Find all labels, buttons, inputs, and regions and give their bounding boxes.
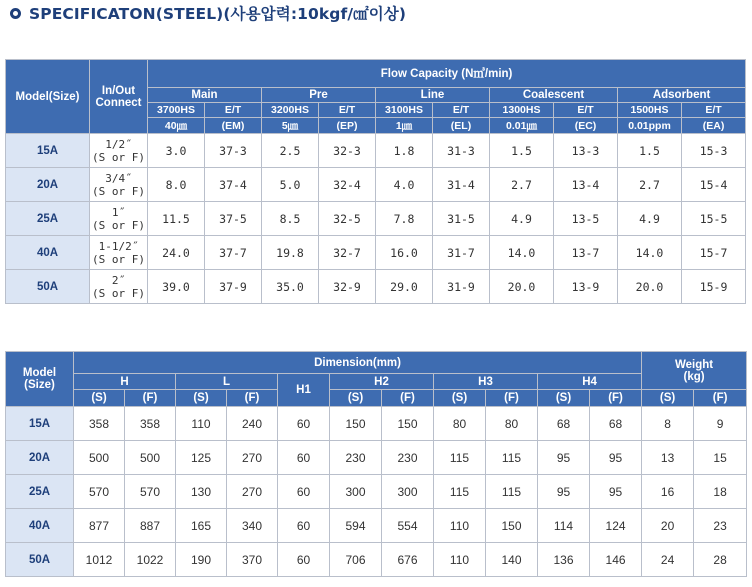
dim-value-cell: 8	[642, 407, 694, 441]
dim-value-cell: 340	[227, 509, 278, 543]
group-coalescent-header: Coalescent	[490, 88, 618, 103]
flow-value-cell: 35.0	[262, 270, 319, 304]
dim-value-cell: 358	[125, 407, 176, 441]
adsorbent-et-code-header: (EA)	[682, 118, 746, 134]
et-code-cell: 37-4	[205, 168, 262, 202]
dim-model-cell: 20A	[6, 441, 74, 475]
spec-model-cell: 25A	[6, 202, 90, 236]
dim-value-cell: 124	[590, 509, 642, 543]
h-s-header: (S)	[74, 390, 125, 407]
flow-value-cell: 19.8	[262, 236, 319, 270]
dim-value-cell: 125	[176, 441, 227, 475]
et-code-cell: 31-5	[433, 202, 490, 236]
l-header: L	[176, 374, 278, 390]
h4-f-header: (F)	[590, 390, 642, 407]
dim-model-cell: 40A	[6, 509, 74, 543]
dim-value-cell: 240	[227, 407, 278, 441]
adsorbent-code-header: 1500HS	[618, 103, 682, 118]
spec-connect-cell	[90, 236, 148, 270]
coalescent-et-code-header: (EC)	[554, 118, 618, 134]
dim-value-cell: 13	[642, 441, 694, 475]
line-code-header: 3100HS	[376, 103, 433, 118]
dim-value-cell: 115	[434, 441, 486, 475]
dim-model-cell: 15A	[6, 407, 74, 441]
dim-value-cell: 110	[176, 407, 227, 441]
connect-size: 1˝	[111, 205, 126, 219]
dim-value-cell: 60	[278, 543, 330, 577]
dimension-table	[5, 351, 747, 577]
pre-et-header: E/T	[319, 103, 376, 118]
flow-value-cell: 2.7	[618, 168, 682, 202]
group-line-header: Line	[376, 88, 490, 103]
dim-value-cell: 570	[74, 475, 125, 509]
dim-row	[6, 407, 747, 441]
dim-value-cell: 136	[538, 543, 590, 577]
dim-value-cell: 80	[486, 407, 538, 441]
h3-s-header: (S)	[434, 390, 486, 407]
flow-value-cell: 14.0	[618, 236, 682, 270]
et-code-cell: 32-5	[319, 202, 376, 236]
pre-rating-header: 5㎛	[262, 118, 319, 134]
dim-value-cell: 114	[538, 509, 590, 543]
dim-value-cell: 358	[74, 407, 125, 441]
et-code-cell: 15-5	[682, 202, 746, 236]
group-main-header: Main	[148, 88, 262, 103]
flow-value-cell: 24.0	[148, 236, 205, 270]
dim-value-cell: 130	[176, 475, 227, 509]
dim-value-cell: 570	[125, 475, 176, 509]
dim-value-cell: 60	[278, 475, 330, 509]
dim-value-cell: 150	[382, 407, 434, 441]
dim-value-cell: 20	[642, 509, 694, 543]
circle-bullet-icon	[10, 8, 21, 19]
spec-row	[6, 134, 746, 168]
coalescent-rating-header: 0.01㎛	[490, 118, 554, 134]
et-code-cell: 31-3	[433, 134, 490, 168]
dim-value-cell: 80	[434, 407, 486, 441]
et-code-cell: 32-7	[319, 236, 376, 270]
dim-value-cell: 24	[642, 543, 694, 577]
dim-value-cell: 877	[74, 509, 125, 543]
connect-size: 2˝	[111, 273, 126, 287]
flow-capacity-body	[6, 134, 746, 304]
dim-value-cell: 115	[486, 475, 538, 509]
spec-connect-cell	[90, 134, 148, 168]
dim-value-cell: 23	[694, 509, 747, 543]
coalescent-code-header: 1300HS	[490, 103, 554, 118]
spec-connect-cell	[90, 168, 148, 202]
flow-value-cell: 2.5	[262, 134, 319, 168]
dim-value-cell: 300	[382, 475, 434, 509]
dim-value-cell: 706	[330, 543, 382, 577]
dim-model-cell: 25A	[6, 475, 74, 509]
connect-type: (S or F)	[92, 252, 145, 266]
flow-value-cell: 20.0	[618, 270, 682, 304]
connect-size: 3/4˝	[105, 171, 132, 185]
spec-row	[6, 236, 746, 270]
dim-value-cell: 676	[382, 543, 434, 577]
dim-value-cell: 190	[176, 543, 227, 577]
spec-row	[6, 202, 746, 236]
spec-model-cell: 40A	[6, 236, 90, 270]
dim-model-cell: 50A	[6, 543, 74, 577]
dim-value-cell: 150	[330, 407, 382, 441]
dim-value-cell: 15	[694, 441, 747, 475]
dim-value-cell: 270	[227, 441, 278, 475]
flow-value-cell: 8.0	[148, 168, 205, 202]
et-code-cell: 31-9	[433, 270, 490, 304]
et-code-cell: 37-7	[205, 236, 262, 270]
page-title: SPECIFICATON(STEEL)(사용압력:10kgf/㎠이상)	[29, 5, 407, 23]
dim-value-cell: 60	[278, 509, 330, 543]
weight-f-header: (F)	[694, 390, 747, 407]
flow-value-cell: 29.0	[376, 270, 433, 304]
dim-value-cell: 95	[590, 475, 642, 509]
connect-type: (S or F)	[92, 218, 145, 232]
dim-value-cell: 68	[590, 407, 642, 441]
dim-value-cell: 60	[278, 441, 330, 475]
et-code-cell: 31-4	[433, 168, 490, 202]
h-f-header: (F)	[125, 390, 176, 407]
group-pre-header: Pre	[262, 88, 376, 103]
l-f-header: (F)	[227, 390, 278, 407]
connect-type: (S or F)	[92, 150, 145, 164]
dim-value-cell: 887	[125, 509, 176, 543]
spec-model-cell: 15A	[6, 134, 90, 168]
et-code-cell: 37-5	[205, 202, 262, 236]
model-size-header: Model(Size)	[6, 60, 90, 134]
main-rating-header: 40㎛	[148, 118, 205, 134]
dim-value-cell: 60	[278, 407, 330, 441]
dimension-header: Dimension(mm)	[74, 352, 642, 374]
dim-model-header	[6, 352, 74, 407]
h-header: H	[74, 374, 176, 390]
et-code-cell: 32-3	[319, 134, 376, 168]
flow-value-cell: 1.8	[376, 134, 433, 168]
weight-header	[642, 352, 747, 390]
et-code-cell: 31-7	[433, 236, 490, 270]
inout-connect-header: In/Out Connect	[90, 60, 148, 134]
dim-row	[6, 441, 747, 475]
flow-value-cell: 3.0	[148, 134, 205, 168]
et-code-cell: 13-7	[554, 236, 618, 270]
dim-value-cell: 110	[434, 543, 486, 577]
spec-row	[6, 168, 746, 202]
flow-value-cell: 2.7	[490, 168, 554, 202]
flow-value-cell: 1.5	[618, 134, 682, 168]
pre-et-code-header: (EP)	[319, 118, 376, 134]
line-et-header: E/T	[433, 103, 490, 118]
pre-code-header: 3200HS	[262, 103, 319, 118]
connect-type: (S or F)	[92, 184, 145, 198]
dim-value-cell: 230	[382, 441, 434, 475]
spec-connect-cell	[90, 202, 148, 236]
dim-value-cell: 230	[330, 441, 382, 475]
h2-f-header: (F)	[382, 390, 434, 407]
connect-size: 1-1/2˝	[98, 239, 139, 253]
flow-capacity-table	[5, 59, 746, 304]
dim-value-cell: 28	[694, 543, 747, 577]
dim-value-cell: 370	[227, 543, 278, 577]
h1-header: H1	[278, 374, 330, 407]
page-heading	[10, 2, 406, 24]
dim-value-cell: 16	[642, 475, 694, 509]
et-code-cell: 32-9	[319, 270, 376, 304]
et-code-cell: 15-3	[682, 134, 746, 168]
spec-connect-cell	[90, 270, 148, 304]
et-code-cell: 13-4	[554, 168, 618, 202]
connect-type: (S or F)	[92, 286, 145, 300]
flow-value-cell: 14.0	[490, 236, 554, 270]
main-code-header: 3700HS	[148, 103, 205, 118]
dim-value-cell: 95	[538, 441, 590, 475]
flow-value-cell: 11.5	[148, 202, 205, 236]
dim-value-cell: 500	[125, 441, 176, 475]
h2-header: H2	[330, 374, 434, 390]
flow-value-cell: 39.0	[148, 270, 205, 304]
dim-value-cell: 115	[434, 475, 486, 509]
weight-s-header: (S)	[642, 390, 694, 407]
flow-value-cell: 4.9	[490, 202, 554, 236]
flow-value-cell: 16.0	[376, 236, 433, 270]
weight-header-line2: (kg)	[683, 370, 705, 383]
flow-capacity-header: Flow Capacity (N㎥/min)	[148, 60, 746, 88]
connect-size: 1/2˝	[105, 137, 132, 151]
line-et-code-header: (EL)	[433, 118, 490, 134]
dim-row	[6, 509, 747, 543]
flow-value-cell: 5.0	[262, 168, 319, 202]
dim-value-cell: 68	[538, 407, 590, 441]
dim-value-cell: 150	[486, 509, 538, 543]
dim-value-cell: 18	[694, 475, 747, 509]
adsorbent-rating-header: 0.01ppm	[618, 118, 682, 134]
dim-row	[6, 543, 747, 577]
coalescent-et-header: E/T	[554, 103, 618, 118]
dim-value-cell: 9	[694, 407, 747, 441]
dim-value-cell: 95	[538, 475, 590, 509]
dim-value-cell: 594	[330, 509, 382, 543]
dim-value-cell: 140	[486, 543, 538, 577]
et-code-cell: 37-9	[205, 270, 262, 304]
weight-header-line1: Weight	[675, 358, 714, 371]
dim-value-cell: 165	[176, 509, 227, 543]
dim-value-cell: 1012	[74, 543, 125, 577]
et-code-cell: 37-3	[205, 134, 262, 168]
dim-model-header-line1: Model	[22, 367, 57, 379]
main-et-header: E/T	[205, 103, 262, 118]
et-code-cell: 13-9	[554, 270, 618, 304]
spec-model-cell: 20A	[6, 168, 90, 202]
dim-value-cell: 115	[486, 441, 538, 475]
dim-value-cell: 146	[590, 543, 642, 577]
dim-value-cell: 110	[434, 509, 486, 543]
dim-value-cell: 1022	[125, 543, 176, 577]
h4-header: H4	[538, 374, 642, 390]
group-adsorbent-header: Adsorbent	[618, 88, 746, 103]
flow-value-cell: 4.0	[376, 168, 433, 202]
dim-value-cell: 500	[74, 441, 125, 475]
flow-value-cell: 7.8	[376, 202, 433, 236]
et-code-cell: 15-7	[682, 236, 746, 270]
h4-s-header: (S)	[538, 390, 590, 407]
h3-f-header: (F)	[486, 390, 538, 407]
dimension-body	[6, 407, 747, 577]
h2-s-header: (S)	[330, 390, 382, 407]
dim-row	[6, 475, 747, 509]
et-code-cell: 13-5	[554, 202, 618, 236]
spec-model-cell: 50A	[6, 270, 90, 304]
dim-model-header-line2: (Size)	[24, 379, 55, 391]
adsorbent-et-header: E/T	[682, 103, 746, 118]
et-code-cell: 15-9	[682, 270, 746, 304]
et-code-cell: 32-4	[319, 168, 376, 202]
dim-value-cell: 270	[227, 475, 278, 509]
dim-value-cell: 300	[330, 475, 382, 509]
spec-row	[6, 270, 746, 304]
dim-value-cell: 95	[590, 441, 642, 475]
main-et-code-header: (EM)	[205, 118, 262, 134]
flow-value-cell: 8.5	[262, 202, 319, 236]
flow-value-cell: 20.0	[490, 270, 554, 304]
flow-value-cell: 1.5	[490, 134, 554, 168]
et-code-cell: 15-4	[682, 168, 746, 202]
flow-value-cell: 4.9	[618, 202, 682, 236]
l-s-header: (S)	[176, 390, 227, 407]
dim-value-cell: 554	[382, 509, 434, 543]
h3-header: H3	[434, 374, 538, 390]
line-rating-header: 1㎛	[376, 118, 433, 134]
et-code-cell: 13-3	[554, 134, 618, 168]
